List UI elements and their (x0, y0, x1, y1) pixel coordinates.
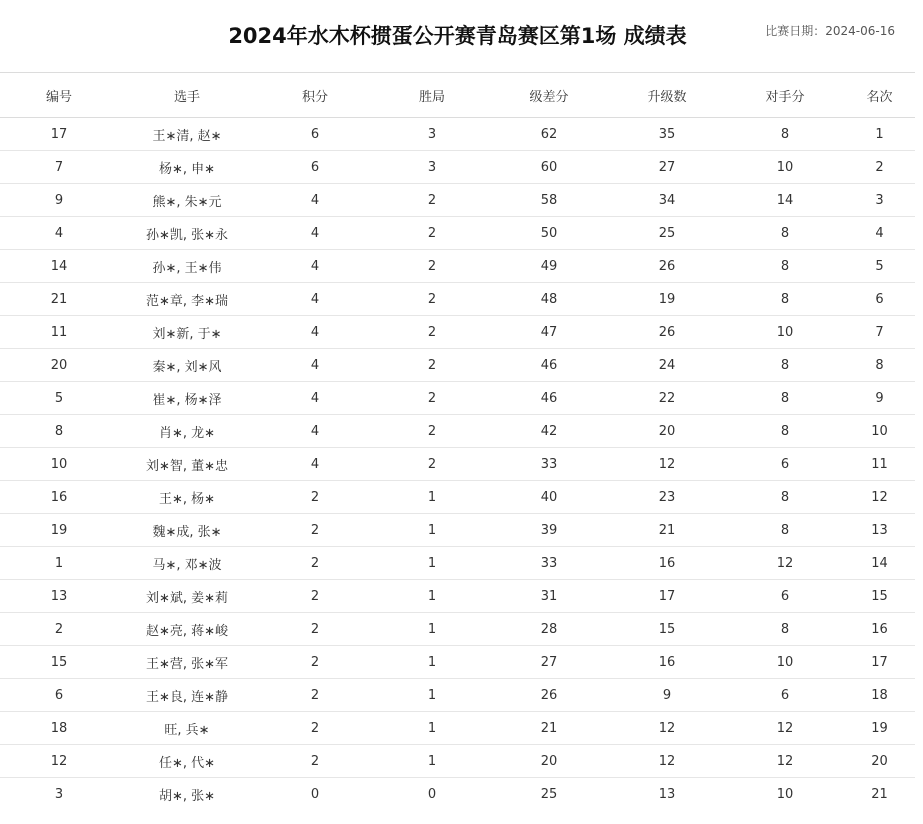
cell-id: 19 (0, 514, 118, 547)
cell-rank: 20 (844, 745, 915, 778)
header-col-points: 积分 (256, 73, 374, 118)
cell-rank: 7 (844, 316, 915, 349)
cell-rank: 4 (844, 217, 915, 250)
cell-points: 2 (256, 613, 374, 646)
cell-rank: 18 (844, 679, 915, 712)
cell-level-diff: 58 (490, 184, 608, 217)
cell-wins: 1 (374, 613, 490, 646)
table-row (0, 481, 915, 514)
cell-wins: 3 (374, 151, 490, 184)
cell-points: 4 (256, 316, 374, 349)
cell-rank: 13 (844, 514, 915, 547)
cell-points: 4 (256, 250, 374, 283)
cell-upgrades: 26 (608, 250, 726, 283)
cell-level-diff: 62 (490, 118, 608, 151)
cell-points: 4 (256, 349, 374, 382)
cell-players: 魏∗成, 张∗ (118, 514, 256, 547)
cell-points: 4 (256, 448, 374, 481)
cell-upgrades: 22 (608, 382, 726, 415)
cell-wins: 1 (374, 745, 490, 778)
cell-rank: 21 (871, 786, 888, 802)
cell-wins: 1 (374, 646, 490, 679)
table-row (0, 283, 915, 316)
cell-opponent-score: 10 (726, 151, 844, 184)
cell-wins: 2 (374, 316, 490, 349)
cell-opponent-score: 12 (726, 547, 844, 580)
table-row (0, 382, 915, 415)
cell-upgrades: 20 (608, 415, 726, 448)
cell-level-diff: 46 (490, 382, 608, 415)
cell-upgrades: 23 (608, 481, 726, 514)
cell-id: 15 (0, 646, 118, 679)
cell-opponent-score: 10 (726, 646, 844, 679)
cell-rank: 2 (844, 151, 915, 184)
cell-wins: 1 (374, 712, 490, 745)
cell-opponent-score: 10 (726, 316, 844, 349)
cell-points: 6 (256, 151, 374, 184)
cell-id: 9 (0, 184, 118, 217)
cell-rank: 10 (844, 415, 915, 448)
cell-rank: 1 (844, 118, 915, 151)
cell-wins: 2 (374, 382, 490, 415)
cell-level-diff: 21 (490, 712, 608, 745)
cell-id: 13 (0, 580, 118, 613)
cell-level-diff: 33 (490, 448, 608, 481)
cell-players: 刘∗新, 于∗ (118, 316, 256, 349)
cell-players: 刘∗斌, 姜∗莉 (118, 580, 256, 613)
cell-wins: 1 (374, 481, 490, 514)
cell-level-diff: 33 (490, 547, 608, 580)
cell-level-diff: 50 (490, 217, 608, 250)
cell-players: 王∗, 杨∗ (118, 481, 256, 514)
cell-points: 2 (256, 547, 374, 580)
cell-id: 7 (0, 151, 118, 184)
cell-points: 2 (256, 646, 374, 679)
cell-wins: 2 (374, 250, 490, 283)
cell-upgrades: 21 (608, 514, 726, 547)
cell-opponent-score: 8 (726, 613, 844, 646)
cell-points: 2 (256, 481, 374, 514)
cell-points: 2 (256, 679, 374, 712)
cell-level-diff: 42 (490, 415, 608, 448)
cell-upgrades: 12 (608, 745, 726, 778)
cell-wins: 2 (374, 217, 490, 250)
cell-players: 胡∗, 张∗ (158, 788, 216, 804)
table-row (0, 679, 915, 712)
cell-upgrades: 26 (608, 316, 726, 349)
cell-level-diff: 40 (490, 481, 608, 514)
cell-rank: 9 (844, 382, 915, 415)
cell-points: 2 (256, 514, 374, 547)
cell-id: 11 (0, 316, 118, 349)
cell-points: 4 (256, 415, 374, 448)
table-row (0, 151, 915, 184)
cell-upgrades: 12 (608, 712, 726, 745)
cell-level-diff: 20 (490, 745, 608, 778)
cell-wins: 0 (427, 786, 437, 802)
cell-rank: 15 (844, 580, 915, 613)
cell-players: 崔∗, 杨∗泽 (118, 382, 256, 415)
cell-players: 杨∗, 申∗ (118, 151, 256, 184)
cell-upgrades: 9 (608, 679, 726, 712)
cell-id: 8 (0, 415, 118, 448)
table-row (0, 778, 915, 811)
cell-id: 3 (54, 786, 64, 802)
cell-opponent-score: 8 (726, 118, 844, 151)
page-title: 2024年水木杯掼蛋公开赛青岛赛区第1场 成绩表 (228, 24, 687, 48)
cell-wins: 1 (374, 679, 490, 712)
table-row (0, 184, 915, 217)
cell-points: 2 (256, 712, 374, 745)
header-col-level-diff: 级差分 (490, 73, 608, 118)
cell-upgrades: 12 (608, 448, 726, 481)
cell-level-diff: 39 (490, 514, 608, 547)
table-row (0, 514, 915, 547)
cell-wins: 3 (374, 118, 490, 151)
cell-upgrades: 13 (658, 786, 676, 802)
cell-upgrades: 25 (608, 217, 726, 250)
header-col-opponent-score: 对手分 (726, 73, 844, 118)
cell-id: 10 (0, 448, 118, 481)
cell-id: 1 (0, 547, 118, 580)
table-row (0, 580, 915, 613)
cell-id: 21 (0, 283, 118, 316)
cell-rank: 11 (844, 448, 915, 481)
cell-id: 2 (0, 613, 118, 646)
cell-level-diff: 25 (540, 786, 558, 802)
cell-level-diff: 46 (490, 349, 608, 382)
cell-id: 12 (0, 745, 118, 778)
cell-players: 赵∗亮, 蒋∗峻 (118, 613, 256, 646)
cell-id: 5 (0, 382, 118, 415)
cell-upgrades: 27 (608, 151, 726, 184)
table-row (0, 448, 915, 481)
cell-level-diff: 49 (490, 250, 608, 283)
cell-wins: 1 (374, 547, 490, 580)
cell-id: 17 (0, 118, 118, 151)
cell-opponent-score: 6 (726, 679, 844, 712)
table-row (0, 415, 915, 448)
cell-opponent-score: 8 (726, 514, 844, 547)
cell-level-diff: 27 (490, 646, 608, 679)
table-row (0, 613, 915, 646)
cell-players: 旺, 兵∗ (118, 712, 256, 745)
cell-players: 刘∗智, 董∗忠 (118, 448, 256, 481)
cell-upgrades: 19 (608, 283, 726, 316)
cell-wins: 1 (374, 580, 490, 613)
cell-opponent-score: 8 (726, 415, 844, 448)
cell-points: 2 (256, 580, 374, 613)
cell-rank: 19 (844, 712, 915, 745)
table-row (0, 349, 915, 382)
cell-rank: 12 (844, 481, 915, 514)
table-row (0, 646, 915, 679)
cell-id: 16 (0, 481, 118, 514)
header-col-id: 编号 (0, 73, 118, 118)
header-row (0, 73, 915, 118)
table-row (0, 745, 915, 778)
cell-rank: 17 (844, 646, 915, 679)
cell-points: 4 (256, 382, 374, 415)
cell-opponent-score: 8 (726, 481, 844, 514)
table-row (0, 118, 915, 151)
cell-opponent-score: 6 (726, 580, 844, 613)
cell-rank: 8 (844, 349, 915, 382)
cell-opponent-score: 6 (726, 448, 844, 481)
cell-opponent-score: 8 (726, 217, 844, 250)
cell-id: 4 (0, 217, 118, 250)
cell-upgrades: 15 (608, 613, 726, 646)
table-row (0, 712, 915, 745)
cell-id: 14 (0, 250, 118, 283)
cell-rank: 16 (844, 613, 915, 646)
header-col-players: 选手 (118, 73, 256, 118)
cell-players: 王∗清, 赵∗ (118, 118, 256, 151)
cell-level-diff: 47 (490, 316, 608, 349)
cell-points: 0 (310, 786, 320, 802)
cell-level-diff: 48 (490, 283, 608, 316)
cell-rank: 5 (844, 250, 915, 283)
cell-opponent-score: 8 (726, 283, 844, 316)
cell-level-diff: 60 (490, 151, 608, 184)
cell-upgrades: 17 (608, 580, 726, 613)
cell-opponent-score: 10 (776, 786, 794, 802)
cell-players: 马∗, 邓∗波 (118, 547, 256, 580)
cell-players: 孙∗, 王∗伟 (118, 250, 256, 283)
cell-players: 王∗营, 张∗军 (118, 646, 256, 679)
cell-players: 王∗良, 连∗静 (118, 679, 256, 712)
cell-wins: 2 (374, 448, 490, 481)
header-col-upgrades: 升级数 (608, 73, 726, 118)
cell-rank: 3 (844, 184, 915, 217)
cell-upgrades: 34 (608, 184, 726, 217)
cell-wins: 2 (374, 283, 490, 316)
header-col-wins: 胜局 (374, 73, 490, 118)
cell-rank: 6 (844, 283, 915, 316)
cell-opponent-score: 8 (726, 349, 844, 382)
cell-opponent-score: 8 (726, 382, 844, 415)
match-date: 比赛日期：2024-06-16 (765, 24, 895, 38)
cell-id: 20 (0, 349, 118, 382)
cell-upgrades: 16 (608, 646, 726, 679)
cell-upgrades: 35 (608, 118, 726, 151)
cell-id: 6 (0, 679, 118, 712)
cell-points: 4 (256, 283, 374, 316)
cell-upgrades: 24 (608, 349, 726, 382)
cell-points: 2 (256, 745, 374, 778)
cell-players: 秦∗, 刘∗风 (118, 349, 256, 382)
cell-opponent-score: 14 (726, 184, 844, 217)
cell-opponent-score: 8 (726, 250, 844, 283)
cell-players: 范∗章, 李∗瑞 (118, 283, 256, 316)
cell-players: 肖∗, 龙∗ (118, 415, 256, 448)
cell-opponent-score: 12 (726, 745, 844, 778)
cell-points: 4 (256, 217, 374, 250)
cell-rank: 14 (844, 547, 915, 580)
header-col-rank: 名次 (844, 73, 915, 118)
cell-level-diff: 31 (490, 580, 608, 613)
cell-id: 18 (0, 712, 118, 745)
cell-wins: 2 (374, 184, 490, 217)
table-row (0, 316, 915, 349)
cell-players: 孙∗凯, 张∗永 (118, 217, 256, 250)
table-row (0, 250, 915, 283)
cell-opponent-score: 12 (726, 712, 844, 745)
cell-level-diff: 28 (490, 613, 608, 646)
cell-points: 6 (256, 118, 374, 151)
cell-points: 4 (256, 184, 374, 217)
cell-wins: 1 (374, 514, 490, 547)
table-row (0, 547, 915, 580)
cell-upgrades: 16 (608, 547, 726, 580)
cell-level-diff: 26 (490, 679, 608, 712)
results-table (0, 72, 915, 810)
cell-wins: 2 (374, 415, 490, 448)
cell-players: 任∗, 代∗ (118, 745, 256, 778)
cell-wins: 2 (374, 349, 490, 382)
table-row (0, 217, 915, 250)
cell-players: 熊∗, 朱∗元 (118, 184, 256, 217)
